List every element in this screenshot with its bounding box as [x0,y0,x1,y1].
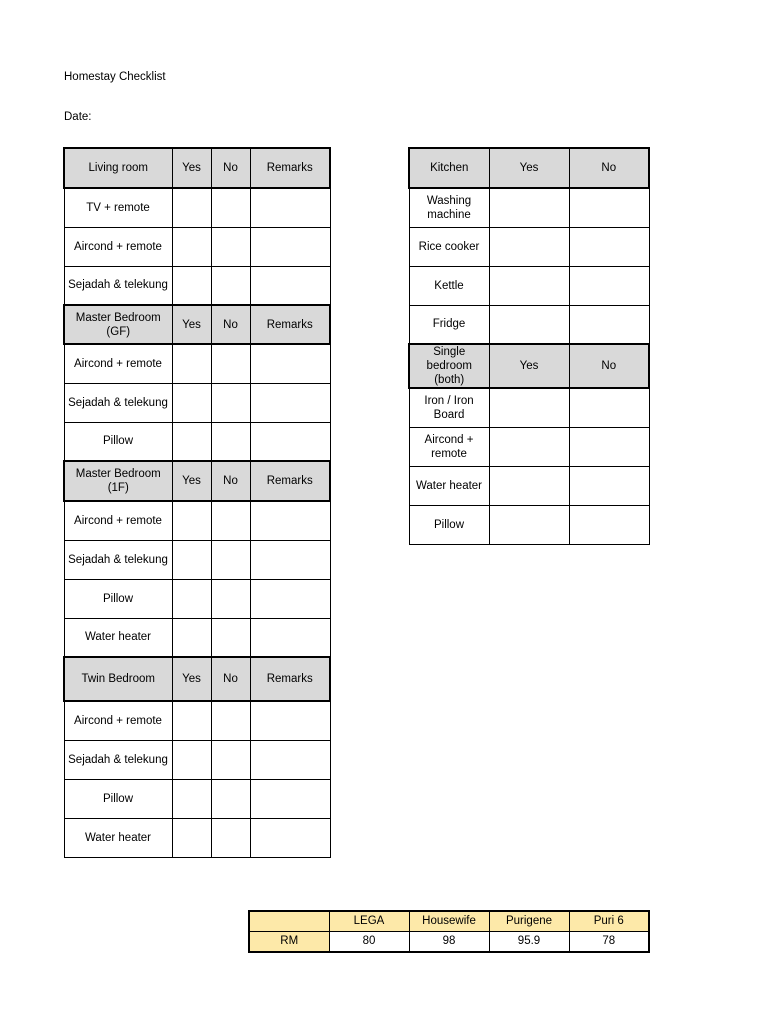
checklist-row [409,505,649,544]
yes-cell[interactable] [489,388,569,427]
section-header-row [64,148,330,188]
remarks-cell[interactable] [250,227,330,266]
checklist-item-label: Aircond + remote [409,427,489,466]
no-cell[interactable] [569,466,649,505]
yes-cell[interactable] [489,505,569,544]
checklist-row [64,540,330,579]
remarks-cell[interactable] [250,579,330,618]
no-cell[interactable] [569,188,649,227]
column-header: Remarks [250,305,330,344]
section-header-row [64,461,330,501]
remarks-cell[interactable] [250,188,330,227]
price-value-cell: 95.9 [489,932,569,953]
remarks-cell[interactable] [250,618,330,657]
no-cell[interactable] [569,305,649,344]
no-cell[interactable] [211,422,250,461]
no-cell[interactable] [211,383,250,422]
remarks-cell[interactable] [250,701,330,740]
checklist-row [64,740,330,779]
yes-cell[interactable] [172,344,211,383]
checklist-item-label: Aircond + remote [64,701,172,740]
column-header: Remarks [250,657,330,701]
checklist-row [64,501,330,540]
yes-cell[interactable] [172,779,211,818]
no-cell[interactable] [569,266,649,305]
yes-cell[interactable] [172,422,211,461]
checklist-row [409,188,649,227]
checklist-row [409,305,649,344]
yes-cell[interactable] [172,227,211,266]
checklist-item-label: Water heater [409,466,489,505]
checklist-row [64,344,330,383]
remarks-cell[interactable] [250,540,330,579]
remarks-cell[interactable] [250,818,330,857]
checklist-row [409,266,649,305]
checklist-item-label: Sejadah & telekung [64,540,172,579]
column-header: No [211,148,250,188]
checklist-item-label: Pillow [64,579,172,618]
column-header: No [211,657,250,701]
section-title: Master Bedroom (GF) [64,305,172,344]
checklist-item-label: Pillow [64,779,172,818]
right-checklist-table [408,147,650,545]
section-header-row [64,305,330,344]
no-cell[interactable] [211,266,250,305]
section-title: Twin Bedroom [64,657,172,701]
yes-cell[interactable] [489,466,569,505]
remarks-cell[interactable] [250,383,330,422]
yes-cell[interactable] [172,383,211,422]
price-header-cell: Puri 6 [569,911,649,932]
section-title: Kitchen [409,148,489,188]
column-header: No [211,461,250,501]
document-title: Homestay Checklist [64,71,166,83]
checklist-row [409,427,649,466]
price-header-cell: LEGA [329,911,409,932]
price-value-cell: 80 [329,932,409,953]
checklist-item-label: Washing machine [409,188,489,227]
column-header: Yes [172,305,211,344]
yes-cell[interactable] [172,818,211,857]
no-cell[interactable] [211,540,250,579]
no-cell[interactable] [211,618,250,657]
remarks-cell[interactable] [250,779,330,818]
checklist-item-label: Kettle [409,266,489,305]
checklist-item-label: Sejadah & telekung [64,383,172,422]
remarks-cell[interactable] [250,740,330,779]
column-header: No [569,344,649,388]
checklist-item-label: Sejadah & telekung [64,740,172,779]
checklist-row [409,227,649,266]
yes-cell[interactable] [489,188,569,227]
no-cell[interactable] [211,501,250,540]
checklist-row [64,618,330,657]
remarks-cell[interactable] [250,422,330,461]
column-header: Remarks [250,461,330,501]
price-value-cell: 78 [569,932,649,953]
price-value-row [249,932,649,953]
checklist-item-label: TV + remote [64,188,172,227]
yes-cell[interactable] [172,188,211,227]
yes-cell[interactable] [489,427,569,466]
checklist-item-label: Rice cooker [409,227,489,266]
checklist-item-label: Pillow [409,505,489,544]
column-header: Yes [489,148,569,188]
no-cell[interactable] [211,818,250,857]
checklist-item-label: Pillow [64,422,172,461]
checklist-row [64,779,330,818]
column-header: Yes [172,461,211,501]
no-cell[interactable] [569,388,649,427]
checklist-item-label: Fridge [409,305,489,344]
checklist-item-label: Water heater [64,618,172,657]
checklist-item-label: Aircond + remote [64,227,172,266]
price-header-cell [249,911,329,932]
column-header: No [211,305,250,344]
checklist-row [64,266,330,305]
checklist-row [64,701,330,740]
checklist-row [64,818,330,857]
checklist-row [409,388,649,427]
no-cell[interactable] [211,740,250,779]
checklist-item-label: Sejadah & telekung [64,266,172,305]
no-cell[interactable] [211,579,250,618]
yes-cell[interactable] [172,579,211,618]
section-title: Living room [64,148,172,188]
checklist-item-label: Aircond + remote [64,501,172,540]
yes-cell[interactable] [172,266,211,305]
yes-cell[interactable] [172,740,211,779]
remarks-cell[interactable] [250,501,330,540]
checklist-row [64,579,330,618]
checklist-item-label: Water heater [64,818,172,857]
column-header: Yes [489,344,569,388]
no-cell[interactable] [211,701,250,740]
yes-cell[interactable] [489,305,569,344]
no-cell[interactable] [569,427,649,466]
checklist-item-label: Iron / Iron Board [409,388,489,427]
price-value-cell: 98 [409,932,489,953]
checklist-row [64,422,330,461]
section-header-row [409,344,649,388]
no-cell[interactable] [569,227,649,266]
price-header-row [249,911,649,932]
yes-cell[interactable] [489,266,569,305]
price-row-label: RM [249,932,329,953]
column-header: No [569,148,649,188]
section-title: Single bedroom (both) [409,344,489,388]
yes-cell[interactable] [172,618,211,657]
column-header: Yes [172,657,211,701]
checklist-item-label: Aircond + remote [64,344,172,383]
price-comparison-table [248,910,650,953]
left-checklist-table [63,147,331,858]
yes-cell[interactable] [172,701,211,740]
section-header-row [64,657,330,701]
no-cell[interactable] [569,505,649,544]
yes-cell[interactable] [172,540,211,579]
checklist-row [64,227,330,266]
yes-cell[interactable] [172,501,211,540]
column-header: Yes [172,148,211,188]
no-cell[interactable] [211,188,250,227]
remarks-cell[interactable] [250,344,330,383]
checklist-row [64,188,330,227]
yes-cell[interactable] [489,227,569,266]
checklist-row [64,383,330,422]
date-label: Date: [64,111,92,123]
section-title: Master Bedroom (1F) [64,461,172,501]
price-header-cell: Purigene [489,911,569,932]
column-header: Remarks [250,148,330,188]
remarks-cell[interactable] [250,266,330,305]
section-header-row [409,148,649,188]
checklist-row [409,466,649,505]
no-cell[interactable] [211,344,250,383]
price-header-cell: Housewife [409,911,489,932]
no-cell[interactable] [211,779,250,818]
no-cell[interactable] [211,227,250,266]
